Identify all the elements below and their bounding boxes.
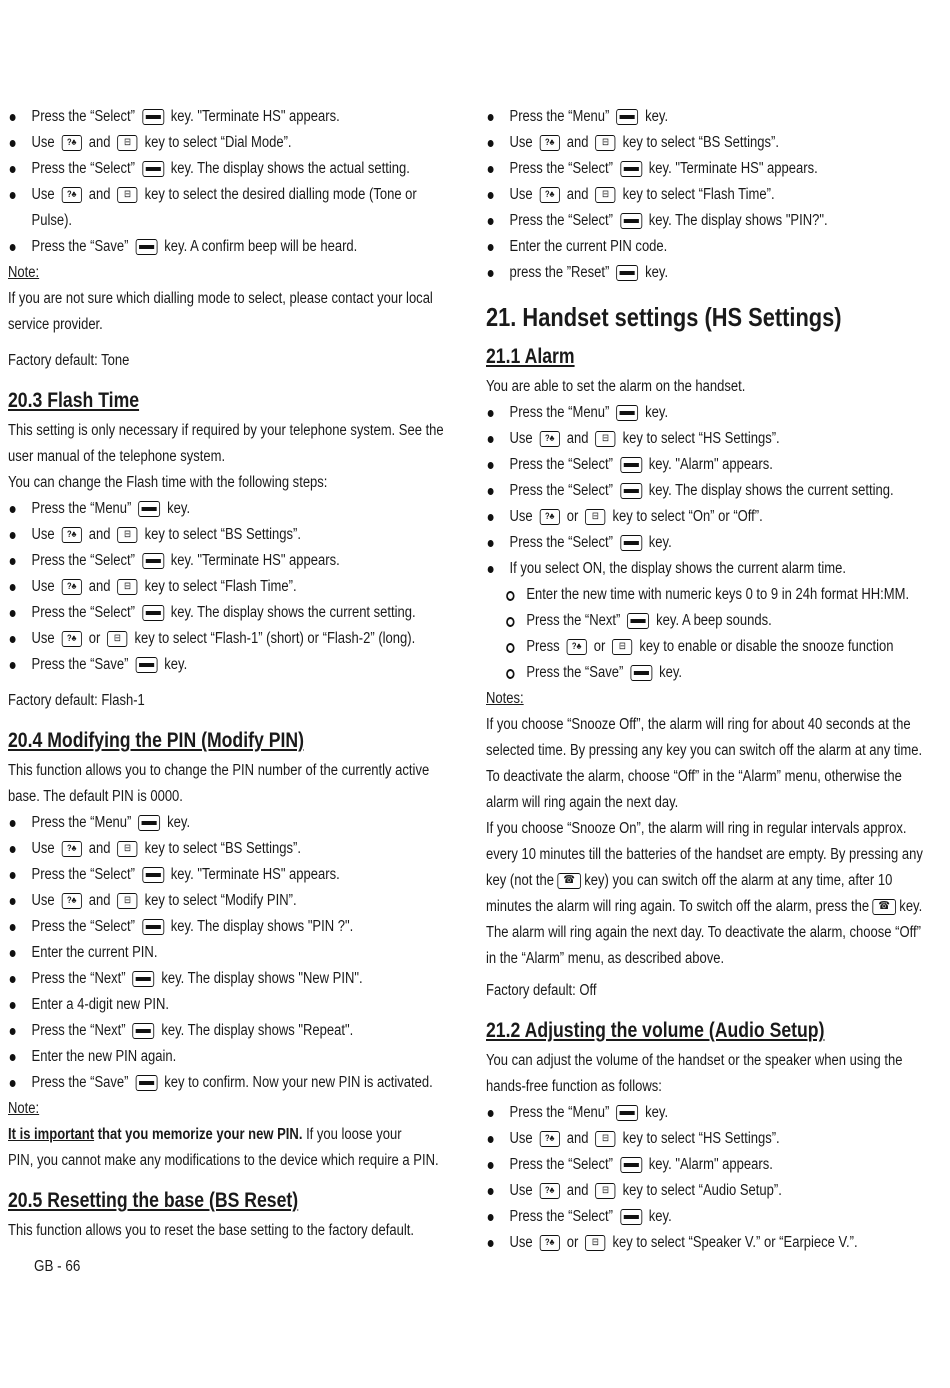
- text: Enter a 4-digit new PIN.: [31, 996, 170, 1013]
- select-key-icon: [142, 867, 164, 883]
- down-key-icon: ⊟: [118, 893, 138, 909]
- select-key-icon: [620, 483, 642, 499]
- select-key-icon: [142, 553, 164, 569]
- select-key-icon: [627, 613, 649, 629]
- list-item: [8, 966, 479, 992]
- text: Pulse).: [31, 212, 73, 229]
- list-item: [8, 1018, 479, 1044]
- text: key to select “Modify PIN”.: [141, 892, 297, 909]
- paragraph-line: every 10 minutes till the batteries of the handset are empty. By pressing any: [486, 846, 923, 863]
- section-heading-21-1: 21.1 Alarm: [486, 345, 575, 368]
- text: key to select “Flash-1” (short) or “Flash-2” (long).: [130, 630, 416, 647]
- list-item: [8, 1044, 479, 1070]
- up-key-icon: ?♣: [540, 187, 560, 203]
- down-key-icon: ⊟: [118, 841, 138, 857]
- text: Press the “Save”: [526, 664, 627, 681]
- text: Press the “Menu”: [31, 500, 135, 517]
- sub-list-item: [486, 608, 950, 634]
- text: Press the “Select”: [31, 918, 139, 935]
- text: Press the “Next”: [526, 612, 624, 629]
- text: and: [85, 578, 115, 595]
- list-item: [8, 836, 479, 862]
- down-key-icon: ⊟: [107, 631, 127, 647]
- select-key-icon: [138, 501, 160, 517]
- list-item: [8, 914, 479, 940]
- text: key.: [899, 898, 923, 915]
- text: Enter the new time with numeric keys 0 to 9 in 24h format HH:MM.: [526, 586, 910, 603]
- notes-line-tel: [486, 868, 934, 894]
- up-key-icon: ?♣: [62, 579, 82, 595]
- list-item: [486, 400, 950, 426]
- text: Press the “Menu”: [31, 814, 135, 831]
- list-item: [8, 600, 479, 626]
- list-item: [8, 940, 479, 966]
- text: Use: [31, 840, 59, 857]
- up-key-icon: ?♣: [540, 509, 560, 525]
- up-key-icon: ?♣: [567, 639, 587, 655]
- text: and: [85, 186, 115, 203]
- sub-list-item: [486, 634, 950, 660]
- sub-list-item: [486, 582, 950, 608]
- list-item: [8, 208, 479, 234]
- text: key to select “Flash Time”.: [619, 186, 775, 203]
- list-item: [486, 1178, 950, 1204]
- left-column: [8, 104, 456, 1244]
- select-key-icon: [630, 665, 652, 681]
- text: key. The display shows the current setting.: [645, 482, 894, 499]
- right-column: [486, 104, 934, 1256]
- text: or: [85, 630, 104, 647]
- list-item: [8, 626, 479, 652]
- down-key-icon: ⊟: [118, 579, 138, 595]
- list-item: [8, 574, 479, 600]
- text: and: [563, 1182, 593, 1199]
- text: key. "Terminate HS" appears.: [167, 552, 340, 569]
- text: Use: [509, 134, 537, 151]
- up-key-icon: ?♣: [62, 135, 82, 151]
- select-key-icon: [620, 161, 642, 177]
- text: Use: [31, 134, 59, 151]
- paragraph-line: in the “Alarm” menu, as described above.: [486, 950, 725, 967]
- text: or: [563, 508, 582, 525]
- list-item: [486, 478, 950, 504]
- list-item: [486, 504, 950, 530]
- text: Press the “Select”: [509, 1208, 617, 1225]
- select-key-icon: [142, 919, 164, 935]
- text: and: [563, 186, 593, 203]
- note-text: service provider.: [8, 316, 103, 333]
- list-item: [8, 156, 479, 182]
- list-item: [486, 426, 950, 452]
- text: and: [85, 892, 115, 909]
- paragraph: This function allows you to change the PIN number of the currently active: [8, 762, 430, 779]
- text: key.: [163, 814, 191, 831]
- bs-reset-steps: [486, 104, 934, 286]
- down-key-icon: ⊟: [118, 187, 138, 203]
- text: key to confirm. Now your new PIN is activated.: [160, 1074, 433, 1091]
- list-item: [486, 182, 950, 208]
- notes-label: Notes:: [486, 690, 524, 707]
- list-item: [8, 652, 479, 678]
- text: key. "Terminate HS" appears.: [645, 160, 818, 177]
- alarm-sub-steps: [486, 582, 934, 686]
- list-item: [486, 1152, 950, 1178]
- up-key-icon: ?♣: [62, 893, 82, 909]
- text: Press the “Select”: [509, 1156, 617, 1173]
- text: key to select “BS Settings”.: [619, 134, 779, 151]
- text: key to select “Audio Setup”.: [619, 1182, 782, 1199]
- text: Use: [509, 508, 537, 525]
- alarm-steps: [486, 400, 934, 582]
- text: key. The display shows "PIN?".: [645, 212, 828, 229]
- text: key. "Alarm" appears.: [645, 1156, 773, 1173]
- text: Press the “Select”: [31, 552, 139, 569]
- list-item: [8, 810, 479, 836]
- text: minutes the alarm will ring again. To switch off the alarm, press the: [486, 898, 870, 915]
- text: key.: [160, 656, 188, 673]
- text: Press: [526, 638, 564, 655]
- text: key to select “HS Settings”.: [619, 430, 780, 447]
- down-key-icon: ⊟: [585, 1235, 605, 1251]
- text: key to enable or disable the snooze function: [635, 638, 894, 655]
- text: key. The display shows the actual setting.: [167, 160, 410, 177]
- select-key-icon: [135, 1075, 157, 1091]
- text: key to select the desired dialling mode (Tone or: [141, 186, 417, 203]
- text: key to select “On” or “Off”.: [608, 508, 763, 525]
- audio-setup-steps: [486, 1100, 934, 1256]
- text: key. The display shows "Repeat".: [157, 1022, 354, 1039]
- text: Press the “Select”: [509, 456, 617, 473]
- text: Enter the new PIN again.: [31, 1048, 177, 1065]
- note-label: Note:: [8, 264, 40, 281]
- list-item: [8, 130, 479, 156]
- select-key-icon: [142, 109, 164, 125]
- factory-default: Factory default: Tone: [8, 352, 130, 369]
- select-key-icon: [620, 1209, 642, 1225]
- text: Press the “Select”: [31, 604, 139, 621]
- text: press the ”Reset”: [509, 264, 613, 281]
- paragraph-line: alarm will ring again the next day.: [486, 794, 679, 811]
- text: Enter the current PIN.: [31, 944, 158, 961]
- section-heading-21-2: 21.2 Adjusting the volume (Audio Setup): [486, 1019, 825, 1042]
- paragraph-line: If you choose “Snooze Off”, the alarm will ring for about 40 seconds at the: [486, 716, 911, 733]
- select-key-icon: [135, 657, 157, 673]
- list-item: [8, 234, 479, 260]
- list-item: [486, 1100, 950, 1126]
- text: and: [563, 134, 593, 151]
- list-item: [486, 556, 950, 582]
- select-key-icon: [138, 815, 160, 831]
- select-key-icon: [616, 405, 638, 421]
- text: key. A beep sounds.: [652, 612, 772, 629]
- section-heading-20-5: 20.5 Resetting the base (BS Reset): [8, 1189, 299, 1212]
- text: key. "Alarm" appears.: [645, 456, 773, 473]
- important-rest: If you loose your: [302, 1126, 402, 1143]
- text: key. The display shows the current setting.: [167, 604, 416, 621]
- sub-list-item: [486, 660, 950, 686]
- text: Press the “Menu”: [509, 1104, 613, 1121]
- list-item: [8, 522, 479, 548]
- list-item: [8, 496, 479, 522]
- list-item: [486, 156, 950, 182]
- down-key-icon: ⊟: [596, 187, 616, 203]
- select-key-icon: [142, 605, 164, 621]
- down-key-icon: ⊟: [118, 527, 138, 543]
- select-key-icon: [620, 457, 642, 473]
- text: Press the “Select”: [509, 534, 617, 551]
- up-key-icon: ?♣: [62, 527, 82, 543]
- important-emphasis: It is important: [8, 1126, 95, 1143]
- paragraph: PIN, you cannot make any modifications to the device which require a PIN.: [8, 1152, 439, 1169]
- paragraph: You can adjust the volume of the handset or the speaker when using the: [486, 1052, 903, 1069]
- text: key to select “Dial Mode”.: [141, 134, 292, 151]
- text: key to select “BS Settings”.: [141, 526, 301, 543]
- page-number: GB - 66: [34, 1258, 81, 1275]
- text: Use: [31, 630, 59, 647]
- note-text: If you are not sure which dialling mode to select, please contact your local: [8, 290, 433, 307]
- text: and: [85, 840, 115, 857]
- paragraph-line: If you choose “Snooze On”, the alarm will ring in regular intervals approx.: [486, 820, 907, 837]
- section-heading-20-3: 20.3 Flash Time: [8, 389, 140, 412]
- paragraph-line: selected time. By pressing any key you can switch off the alarm at any time.: [486, 742, 923, 759]
- list-item: [486, 208, 950, 234]
- text: Press the “Next”: [31, 1022, 130, 1039]
- up-key-icon: ?♣: [62, 841, 82, 857]
- text: Use: [31, 578, 59, 595]
- text: key.: [645, 1208, 672, 1225]
- notes-text: [486, 920, 934, 972]
- select-key-icon: [135, 239, 157, 255]
- down-key-icon: ⊟: [596, 431, 616, 447]
- talk-key-icon: ☎: [557, 873, 581, 889]
- text: key.: [655, 664, 683, 681]
- text: and: [563, 430, 593, 447]
- paragraph-line: The alarm will ring again the next day. To deactivate the alarm, choose “Off”: [486, 924, 921, 941]
- text: key.: [641, 108, 669, 125]
- select-key-icon: [133, 1023, 155, 1039]
- factory-default: Factory default: Off: [486, 982, 597, 999]
- up-key-icon: ?♣: [540, 135, 560, 151]
- list-item: [486, 452, 950, 478]
- paragraph-line: To deactivate the alarm, choose “Off” in the “Alarm” menu, otherwise the: [486, 768, 902, 785]
- text: key.: [163, 500, 191, 517]
- paragraph: This function allows you to reset the base setting to the factory default.: [8, 1222, 415, 1239]
- list-item: [486, 234, 950, 260]
- paragraph: user manual of the telephone system.: [8, 448, 226, 465]
- text: Press the “Select”: [509, 212, 617, 229]
- text: Press the “Select”: [509, 482, 617, 499]
- list-item: [486, 130, 950, 156]
- text: Press the “Select”: [509, 160, 617, 177]
- select-key-icon: [620, 535, 642, 551]
- text: or: [563, 1234, 582, 1251]
- important-bold: that you memorize your new PIN.: [94, 1126, 303, 1143]
- list-item: [8, 992, 479, 1018]
- paragraph: You are able to set the alarm on the handset.: [486, 378, 746, 395]
- up-key-icon: ?♣: [62, 631, 82, 647]
- text: Use: [31, 186, 59, 203]
- modify-pin-steps: [8, 810, 456, 1096]
- select-key-icon: [616, 265, 638, 281]
- up-key-icon: ?♣: [62, 187, 82, 203]
- up-key-icon: ?♣: [540, 431, 560, 447]
- note-label: Note:: [8, 1100, 40, 1117]
- text: key.: [645, 534, 672, 551]
- text: key to select “BS Settings”.: [141, 840, 301, 857]
- flash-time-steps: [8, 496, 456, 678]
- text: Press the “Menu”: [509, 404, 613, 421]
- list-item: [8, 104, 479, 130]
- select-key-icon: [620, 213, 642, 229]
- talk-key-icon: ☎: [872, 899, 896, 915]
- text: and: [563, 1130, 593, 1147]
- list-item: [486, 1230, 950, 1256]
- text: and: [85, 134, 115, 151]
- list-item: [486, 104, 950, 130]
- select-key-icon: [133, 971, 155, 987]
- intro-steps: [8, 104, 456, 260]
- text: If you select ON, the display shows the current alarm time.: [509, 560, 847, 577]
- text: Use: [31, 526, 59, 543]
- list-item: [486, 1204, 950, 1230]
- text: key. A confirm beep will be heard.: [160, 238, 358, 255]
- text: Enter the current PIN code.: [509, 238, 668, 255]
- select-key-icon: [616, 1105, 638, 1121]
- text: key.: [641, 1104, 669, 1121]
- text: key.: [641, 404, 669, 421]
- text: Press the “Menu”: [509, 108, 613, 125]
- text: key to select “Flash Time”.: [141, 578, 297, 595]
- text: Use: [509, 1130, 537, 1147]
- text: Use: [509, 1234, 537, 1251]
- list-item: [486, 260, 950, 286]
- text: key. "Terminate HS" appears.: [167, 108, 340, 125]
- important-note: [8, 1122, 456, 1148]
- text: or: [590, 638, 609, 655]
- paragraph: base. The default PIN is 0000.: [8, 788, 183, 805]
- text: Press the “Save”: [31, 656, 133, 673]
- text: Press the “Select”: [31, 160, 139, 177]
- text: Use: [31, 892, 59, 909]
- notes-line-tel: [486, 894, 934, 920]
- up-key-icon: ?♣: [540, 1235, 560, 1251]
- list-item: [8, 182, 479, 208]
- text: key) you can switch off the alarm at any time, after 10: [584, 872, 893, 889]
- section-heading-20-4: 20.4 Modifying the PIN (Modify PIN): [8, 729, 304, 752]
- text: key. The display shows "New PIN".: [157, 970, 363, 987]
- paragraph: This setting is only necessary if required by your telephone system. See the: [8, 422, 444, 439]
- text: key.: [641, 264, 669, 281]
- text: key to select “HS Settings”.: [619, 1130, 780, 1147]
- text: Press the “Next”: [31, 970, 130, 987]
- text: Press the “Select”: [31, 866, 139, 883]
- text: Use: [509, 1182, 537, 1199]
- select-key-icon: [620, 1157, 642, 1173]
- list-item: [8, 888, 479, 914]
- factory-default: Factory default: Flash-1: [8, 692, 145, 709]
- text: and: [85, 526, 115, 543]
- text: key. "Terminate HS" appears.: [167, 866, 340, 883]
- list-item: [8, 862, 479, 888]
- text: Press the “Save”: [31, 238, 133, 255]
- list-item: [486, 530, 950, 556]
- down-key-icon: ⊟: [596, 135, 616, 151]
- text: Use: [509, 430, 537, 447]
- paragraph: You can change the Flash time with the following steps:: [8, 474, 328, 491]
- list-item: [8, 1070, 479, 1096]
- text: key to select “Speaker V.” or “Earpiece V.”.: [608, 1234, 858, 1251]
- up-key-icon: ?♣: [540, 1183, 560, 1199]
- down-key-icon: ⊟: [118, 135, 138, 151]
- list-item: [486, 1126, 950, 1152]
- text: key. The display shows "PIN ?".: [167, 918, 354, 935]
- select-key-icon: [142, 161, 164, 177]
- text: Press the “Select”: [31, 108, 139, 125]
- down-key-icon: ⊟: [612, 639, 632, 655]
- text: Press the “Save”: [31, 1074, 133, 1091]
- text: key (not the: [486, 872, 555, 889]
- list-item: [8, 548, 479, 574]
- up-key-icon: ?♣: [540, 1131, 560, 1147]
- select-key-icon: [616, 109, 638, 125]
- paragraph: hands-free function as follows:: [486, 1078, 662, 1095]
- notes-text: [486, 712, 934, 868]
- down-key-icon: ⊟: [596, 1131, 616, 1147]
- text: Use: [509, 186, 537, 203]
- chapter-heading-21: 21. Handset settings (HS Settings): [486, 302, 842, 332]
- down-key-icon: ⊟: [585, 509, 605, 525]
- down-key-icon: ⊟: [596, 1183, 616, 1199]
